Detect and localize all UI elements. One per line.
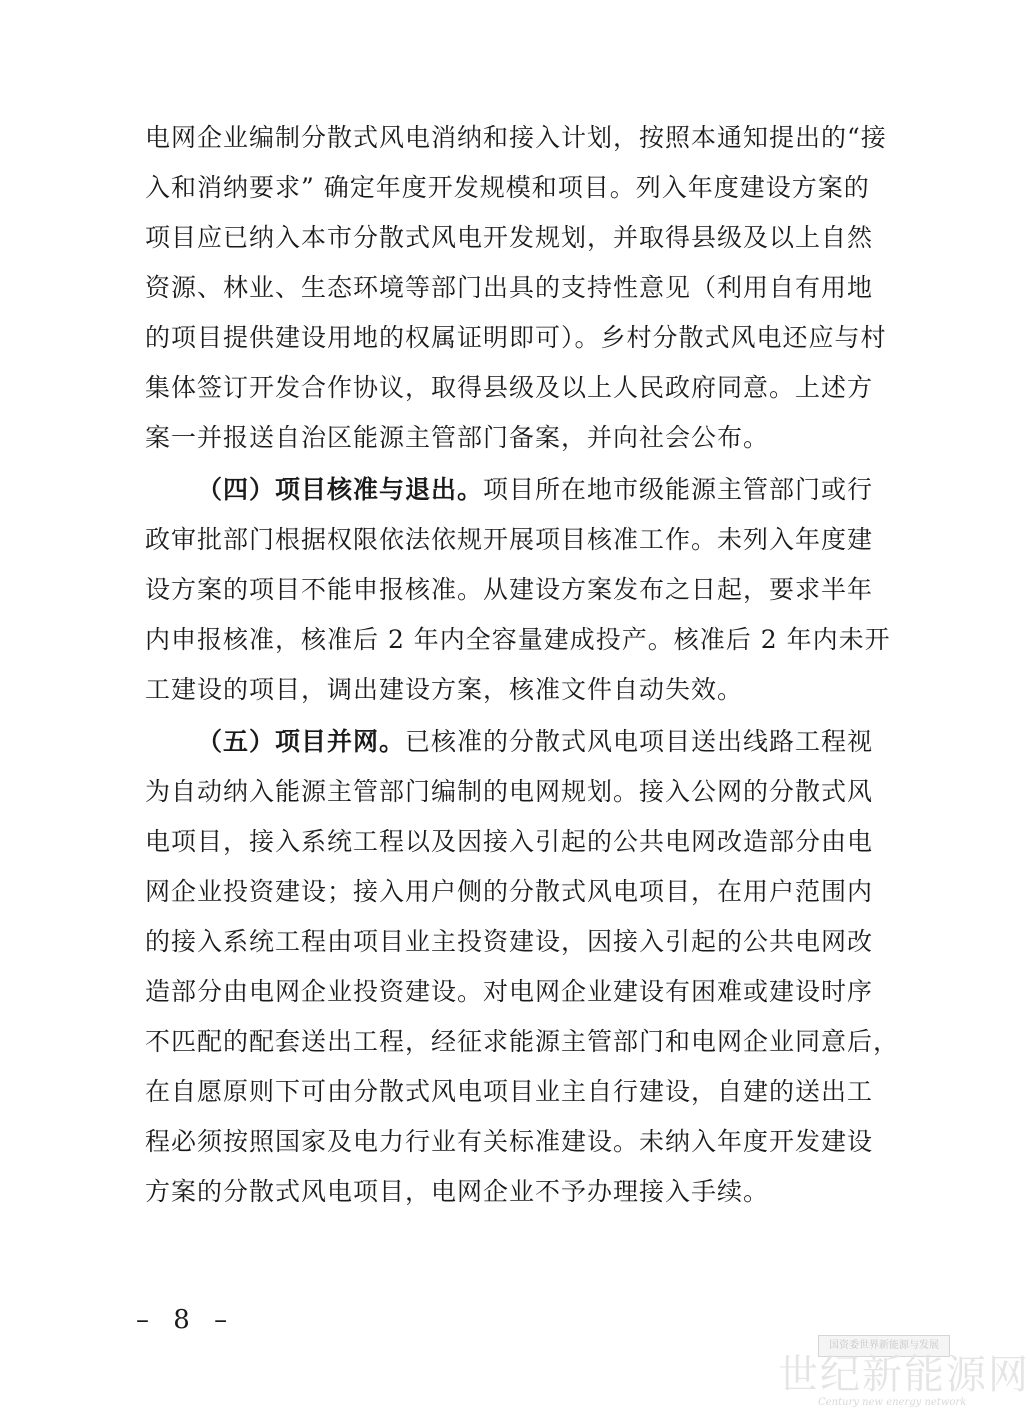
text-line: 电项目，接入系统工程以及因接入引起的公共电网改造部分由电 — [145, 827, 874, 856]
text-line: 设方案的项目不能申报核准。从建设方案发布之日起，要求半年 — [145, 575, 874, 604]
section-heading: （五）项目并网。 — [197, 727, 406, 756]
text-line: 网企业投资建设；接入用户侧的分散式风电项目，在用户范围内 — [145, 877, 874, 906]
watermark-logo-text: 世纪新能源网 — [778, 1352, 1030, 1398]
text-line: 入和消纳要求” 确定年度开发规模和项目。列入年度建设方案的 — [145, 173, 870, 202]
page-number: – 8 – — [136, 1305, 236, 1335]
text-line: 不匹配的配套送出工程，经征求能源主管部门和电网企业同意后， — [145, 1027, 900, 1056]
text-line: 方案的分散式风电项目，电网企业不予办理接入手续。 — [145, 1177, 770, 1206]
text-line: 为自动纳入能源主管部门编制的电网规划。接入公网的分散式风 — [145, 777, 874, 806]
section-text: 已核准的分散式风电项目送出线路工程视 — [405, 727, 874, 756]
text-line: 案一并报送自治区能源主管部门备案，并向社会公布。 — [145, 423, 770, 452]
text-line: 的项目提供建设用地的权属证明即可）。乡村分散式风电还应与村 — [145, 323, 887, 352]
text-line: 电网企业编制分散式风电消纳和接入计划，按照本通知提出的“接 — [145, 123, 887, 152]
text-line: 项目应已纳入本市分散式风电开发规划，并取得县级及以上自然 — [145, 223, 874, 252]
section-text: 项目所在地市级能源主管部门或行 — [483, 475, 874, 504]
watermark-subtitle: Century new energy network — [818, 1397, 967, 1408]
text-line: 资源、林业、生态环境等部门出具的支持性意见（利用自有用地 — [145, 273, 874, 302]
text-line: 内申报核准，核准后 2 年内全容量建成投产。核准后 2 年内未开 — [145, 625, 891, 654]
text-line: 政审批部门根据权限依法依规开展项目核准工作。未列入年度建 — [145, 525, 874, 554]
section-first-line — [197, 722, 874, 762]
text-line: 在自愿原则下可由分散式风电项目业主自行建设，自建的送出工 — [145, 1077, 874, 1106]
text-line: 造部分由电网企业投资建设。对电网企业建设有困难或建设时序 — [145, 977, 874, 1006]
section-first-line — [197, 470, 874, 510]
text-line: 的接入系统工程由项目业主投资建设，因接入引起的公共电网改 — [145, 927, 874, 956]
text-line: 集体签订开发合作协议，取得县级及以上人民政府同意。上述方 — [145, 373, 874, 402]
text-line: 程必须按照国家及电力行业有关标准建设。未纳入年度开发建设 — [145, 1127, 874, 1156]
section-heading: （四）项目核准与退出。 — [197, 475, 484, 504]
watermark-banner: 国资委世界新能源与发展 — [818, 1335, 950, 1357]
text-line: 工建设的项目，调出建设方案，核准文件自动失效。 — [145, 675, 744, 704]
